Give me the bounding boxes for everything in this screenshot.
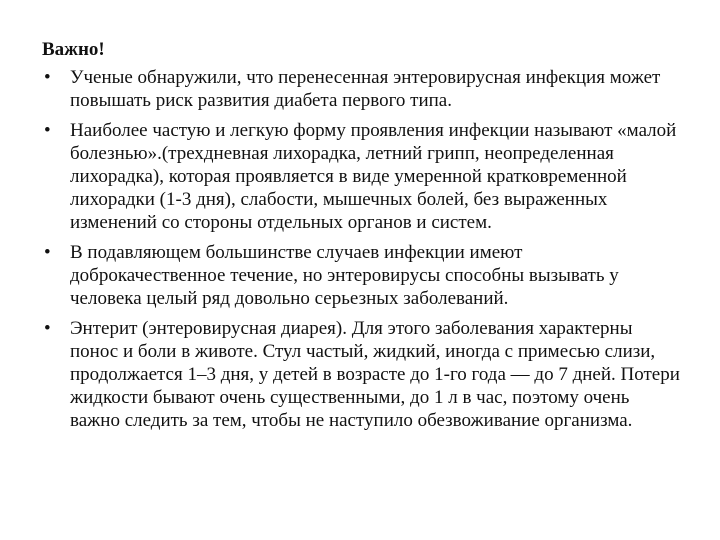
list-item [42, 317, 680, 432]
slide-title: Важно! [42, 39, 105, 60]
bullet-text: Наиболее частую и легкую форму проявления инфекции называют «малой болезнью».(трехдневная лихорадка, летний грипп, неопределенная лихорадка), которая проявляется в виде умеренной кратковременной лихорадки (1-3 дня), слабости, мышечных болей, без выраженных изменений со стороны отдельных органов и систем. [70, 120, 677, 233]
bullet-text: В подавляющем большинстве случаев инфекции имеют доброкачественное течение, но энтеровирусы способны вызывать у человека целый ряд довольно серьезных заболеваний. [70, 242, 619, 309]
bullet-text: Энтерит (энтеровирусная диарея). Для этого заболевания характерны понос и боли в животе. Стул частый, жидкий, иногда с примесью слизи, продолжается 1–3 дня, у детей в возрасте до 1-го года — до 7 дней. Потери жидкости бывают очень существенными, до 1 л в час, поэтому очень важно следить за тем, чтобы не наступило обезвоживание организма. [70, 318, 680, 431]
bullet-icon: • [44, 67, 51, 88]
bullet-icon: • [44, 120, 51, 141]
list-item [42, 66, 680, 112]
bullet-icon: • [44, 318, 51, 339]
list-item [42, 119, 680, 234]
bullet-list [42, 66, 680, 432]
bullet-icon: • [44, 242, 51, 263]
bullet-text: Ученые обнаружили, что перенесенная энтеровирусная инфекция может повышать риск развития диабета первого типа. [70, 67, 661, 111]
list-item [42, 241, 680, 310]
